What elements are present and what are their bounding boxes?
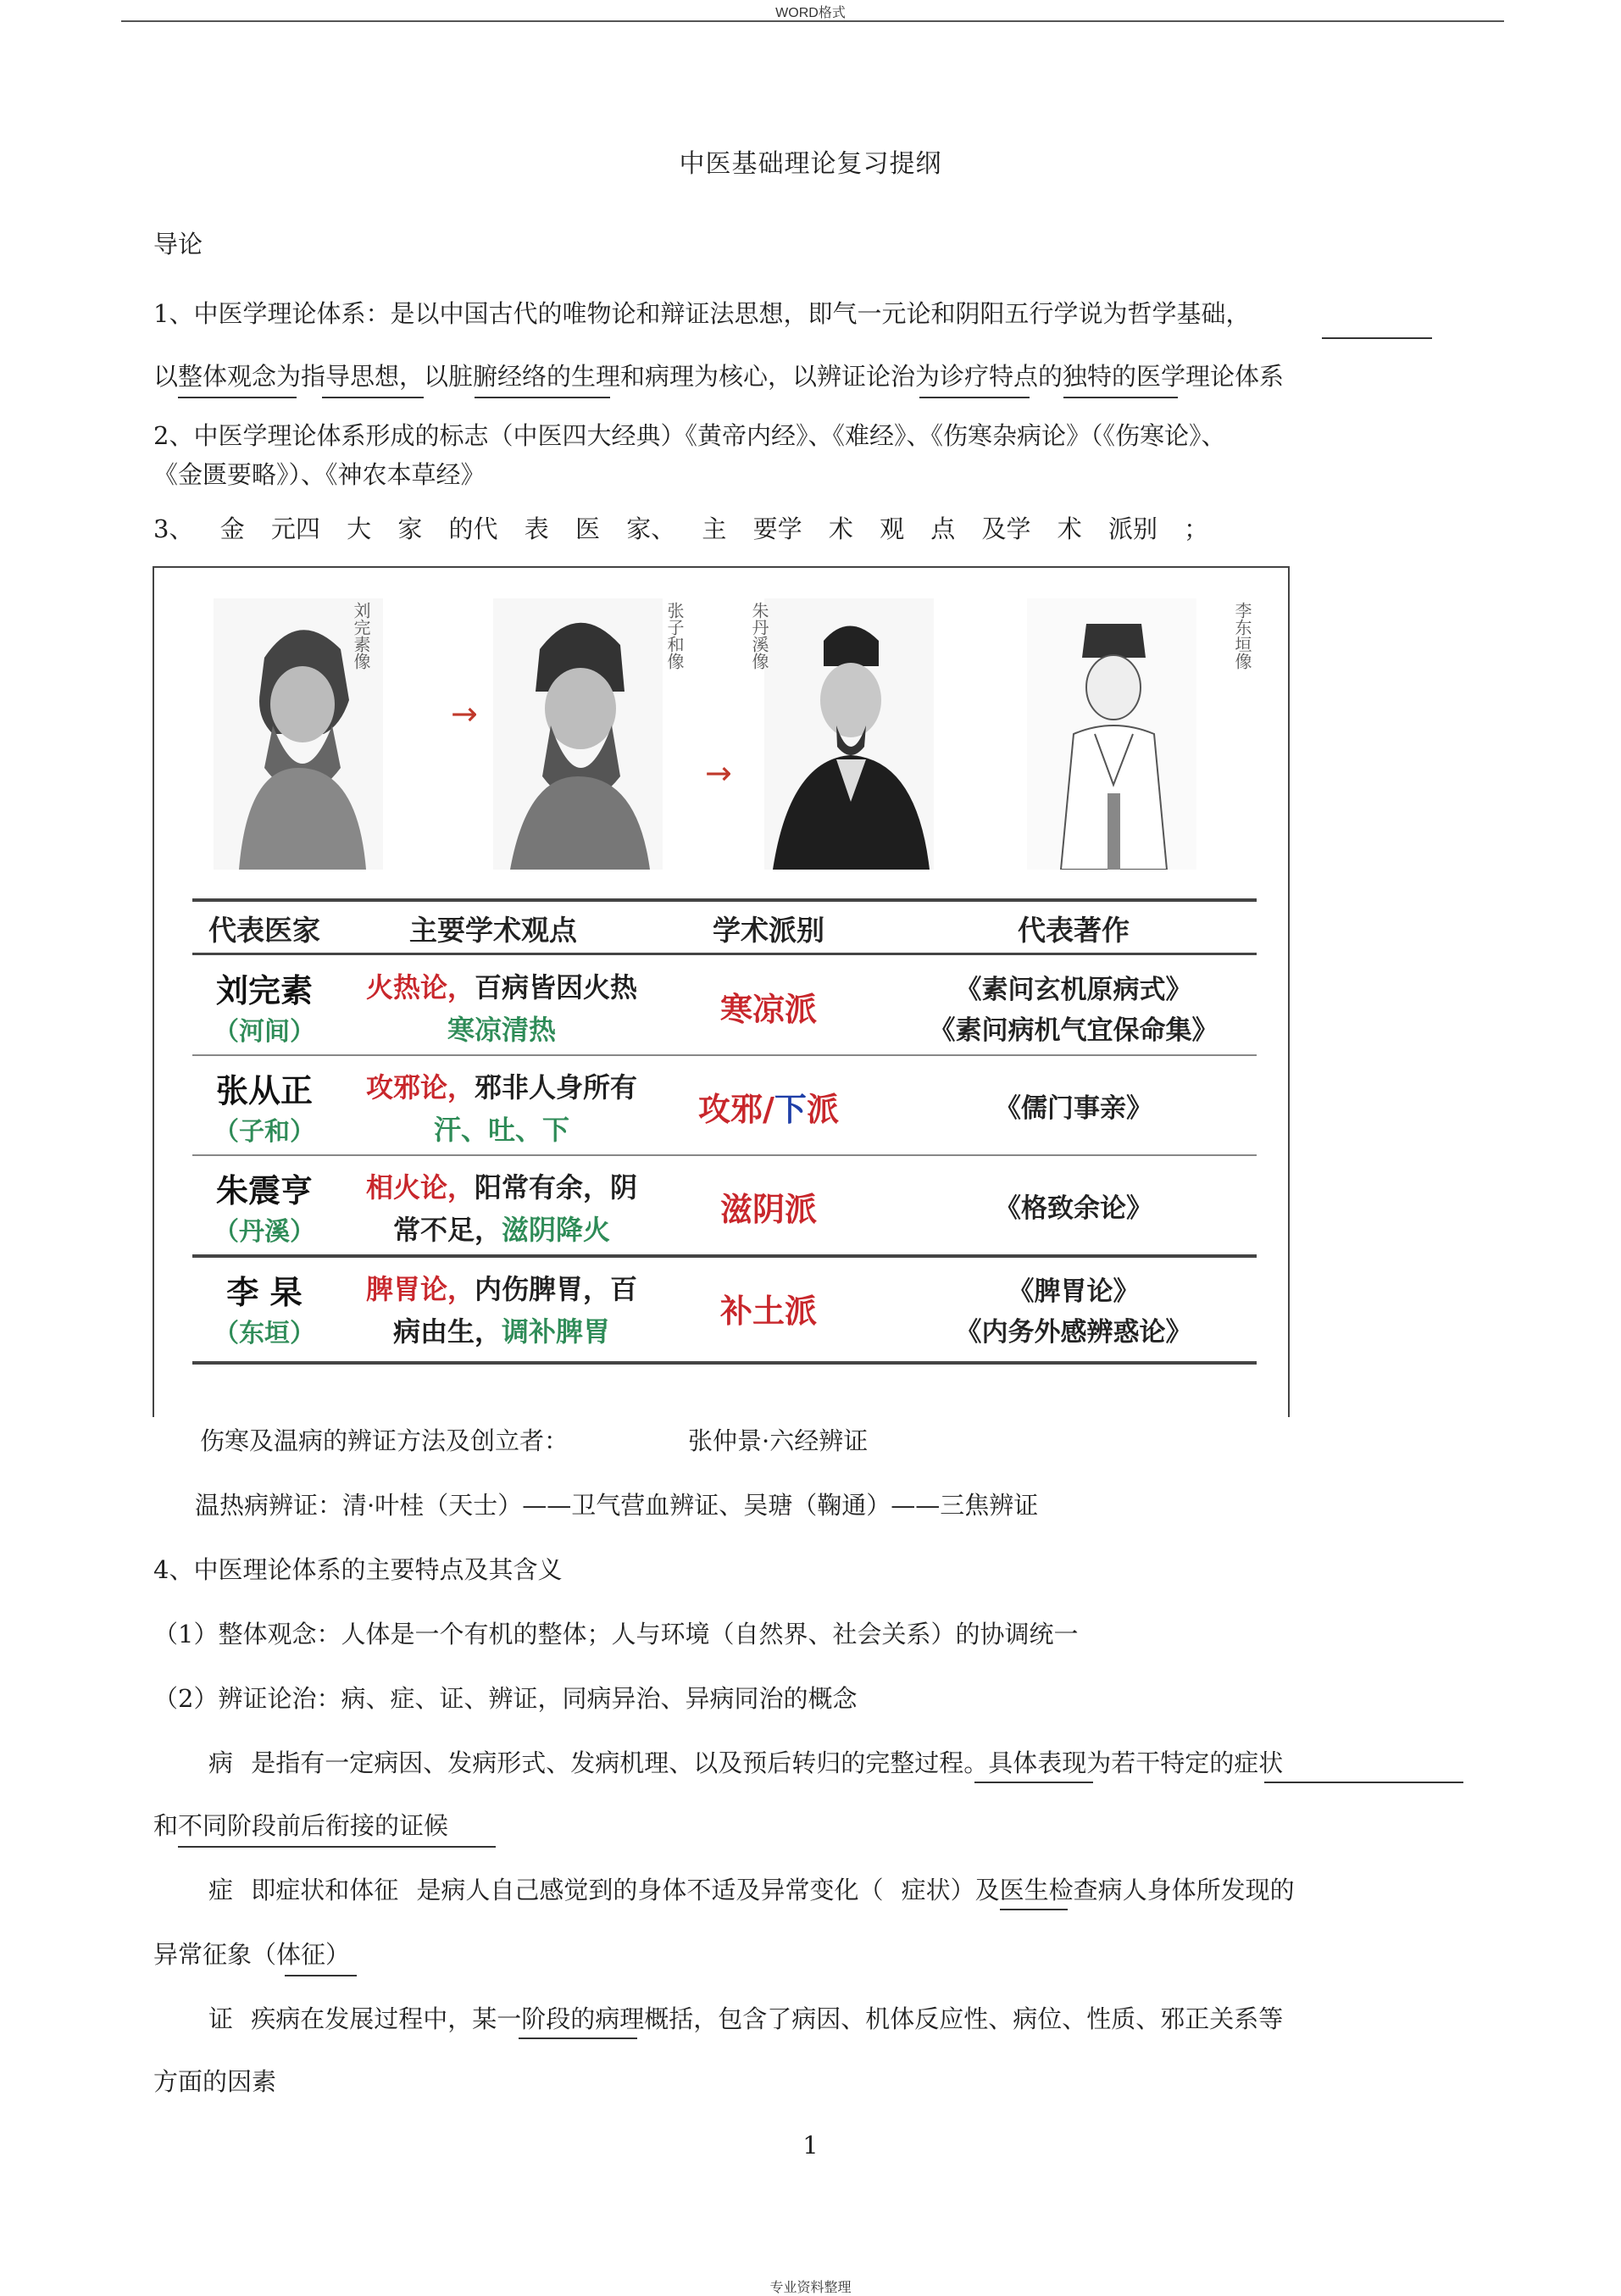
underline-mark: [322, 397, 424, 398]
representative-work: 《素问病机气宜保命集》: [929, 1015, 1219, 1046]
table-header: 主要学术观点: [409, 914, 577, 947]
physician-name: 刘完素: [215, 972, 313, 1009]
underline-mark: [475, 397, 610, 398]
representative-work: 《内务外感辨惑论》: [955, 1317, 1192, 1348]
academic-view: 脾胃论，内伤脾胃，百: [365, 1273, 638, 1305]
underline-mark: [974, 1782, 1093, 1783]
table-rule: [192, 898, 1257, 902]
academic-view-line-2: 汗、吐、下: [433, 1114, 569, 1146]
underline-mark: [178, 397, 297, 398]
academic-view-line-2: 病由生，调补脾胃: [392, 1315, 611, 1348]
portrait-zhu-zhenheng: [764, 598, 934, 870]
academic-view-line-2: 寒凉清热: [447, 1014, 556, 1046]
zheng-symptom-line-1: 症 即症状和体征 是病人自己感觉到的身体不适及异常变化（ 症状）及医生检查病人身体所发现的: [208, 1876, 1295, 1904]
shanghan-value: 张仲景·六经辨证: [688, 1426, 869, 1455]
physician-alias: （子和）: [214, 1117, 315, 1147]
paragraph-2-line-2: 《金匮要略》）、《神农本草经》: [153, 460, 486, 489]
academic-school: 补土派: [719, 1293, 817, 1330]
paragraph-2-line-1: 2、中医学理论体系形成的标志（中医四大经典）《黄帝内经》、《难经》、《伤寒杂病论》（《伤寒论》、: [153, 421, 1226, 450]
underline-mark: [178, 1846, 496, 1848]
physician-name: 张从正: [215, 1072, 313, 1109]
table-rule: [192, 1154, 1257, 1156]
physician-name: 朱震亨: [215, 1172, 313, 1209]
portrait-zhang-congzheng: [493, 598, 663, 870]
bing-line-2: 和不同阶段前后衔接的证候: [153, 1811, 449, 1840]
page-footer: 专业资料整理: [769, 2281, 852, 2295]
zheng-symptom-line-2: 异常征象（体征）: [153, 1940, 351, 1969]
paragraph-4-1: （1）整体观念：人体是一个有机的整体；人与环境（自然界、社会关系）的协调统一: [153, 1620, 1079, 1648]
physician-name: 李 杲: [226, 1274, 303, 1311]
paragraph-1-line-2: 以整体观念为指导思想，以脏腑经络的生理和病理为核心，以辨证论治为诊疗特点的独特的医学理论体系: [153, 362, 1285, 391]
paragraph-4-2: （2）辨证论治：病、症、证、辨证，同病异治、异病同治的概念: [153, 1684, 858, 1713]
table-rule: [192, 953, 1257, 955]
representative-work: 《素问玄机原病式》: [955, 975, 1192, 1005]
physician-alias: （东垣）: [214, 1319, 315, 1348]
academic-school: 攻邪/下派: [698, 1091, 839, 1128]
header-rule: [121, 20, 1504, 22]
page-header: WORD格式: [775, 6, 846, 20]
underline-mark: [1063, 397, 1178, 398]
academic-view: 攻邪论，邪非人身所有: [365, 1071, 638, 1104]
portrait-li-gao: [1027, 598, 1196, 870]
bing-line-1: 病 是指有一定病因、发病形式、发病机理、以及预后转归的完整过程。具体表现为若干特定的症状: [208, 1748, 1284, 1777]
table-rule: [192, 1054, 1257, 1056]
academic-view-line-2: 常不足，滋阴降火: [392, 1214, 611, 1246]
portrait-inscription: 张子和像: [664, 602, 685, 670]
underline-mark: [1000, 1909, 1068, 1910]
underline-mark: [519, 2037, 637, 2039]
portrait-inscription: 朱丹溪像: [749, 602, 769, 670]
paragraph-3: 3、 金 元四 大 家 的代 表 医 家、 主 要学 术 观 点 及学 术 派别 ；: [153, 514, 1209, 543]
table-header: 学术派别: [713, 914, 824, 947]
portrait-inscription: 刘完素像: [351, 602, 371, 670]
page-number: 1: [802, 2131, 819, 2160]
paragraph-1-line-1: 1、中医学理论体系：是以中国古代的唯物论和辩证法思想，即气一元论和阴阳五行学说为哲学基础，: [153, 299, 1251, 328]
arrow-icon: →: [705, 754, 732, 792]
table-rule: [192, 1361, 1257, 1365]
academic-view: 相火论，阳常有余，阴: [365, 1171, 638, 1204]
academic-school: 寒凉派: [719, 991, 817, 1028]
four-masters-figure: [153, 566, 1290, 1417]
physician-alias: （丹溪）: [214, 1217, 315, 1247]
document-title: 中医基础理论复习提纲: [679, 149, 942, 179]
section-heading-intro: 导论: [153, 230, 203, 259]
wenre-line: 温热病辨证：清·叶桂（天士）——卫气营血辨证、吴瑭（鞠通）——三焦辨证: [195, 1491, 1039, 1520]
arrow-icon: →: [451, 695, 478, 732]
shanghan-label: 伤寒及温病的辨证方法及创立者：: [200, 1426, 569, 1455]
underline-mark: [1322, 337, 1432, 339]
academic-school: 滋阴派: [719, 1191, 817, 1228]
representative-work: 《脾胃论》: [1008, 1276, 1140, 1307]
representative-work: 《儒门事亲》: [995, 1093, 1152, 1124]
representative-work: 《格致余论》: [995, 1193, 1152, 1224]
table-header: 代表医家: [208, 914, 320, 947]
table-header: 代表著作: [1018, 914, 1130, 947]
underline-mark: [285, 1975, 357, 1976]
zheng-syndrome-line-2: 方面的因素: [153, 2067, 277, 2096]
zheng-syndrome-line-1: 证 疾病在发展过程中，某一阶段的病理概括，包含了病因、机体反应性、病位、性质、邪正关系等: [208, 2004, 1284, 2033]
academic-view: 火热论，百病皆因火热: [365, 971, 638, 1003]
underline-mark: [1264, 1782, 1463, 1783]
paragraph-4: 4、中医理论体系的主要特点及其含义: [153, 1555, 563, 1584]
underline-mark: [919, 397, 1030, 398]
portrait-inscription: 李东垣像: [1232, 602, 1252, 670]
table-rule: [192, 1254, 1257, 1258]
physician-alias: （河间）: [214, 1017, 315, 1047]
